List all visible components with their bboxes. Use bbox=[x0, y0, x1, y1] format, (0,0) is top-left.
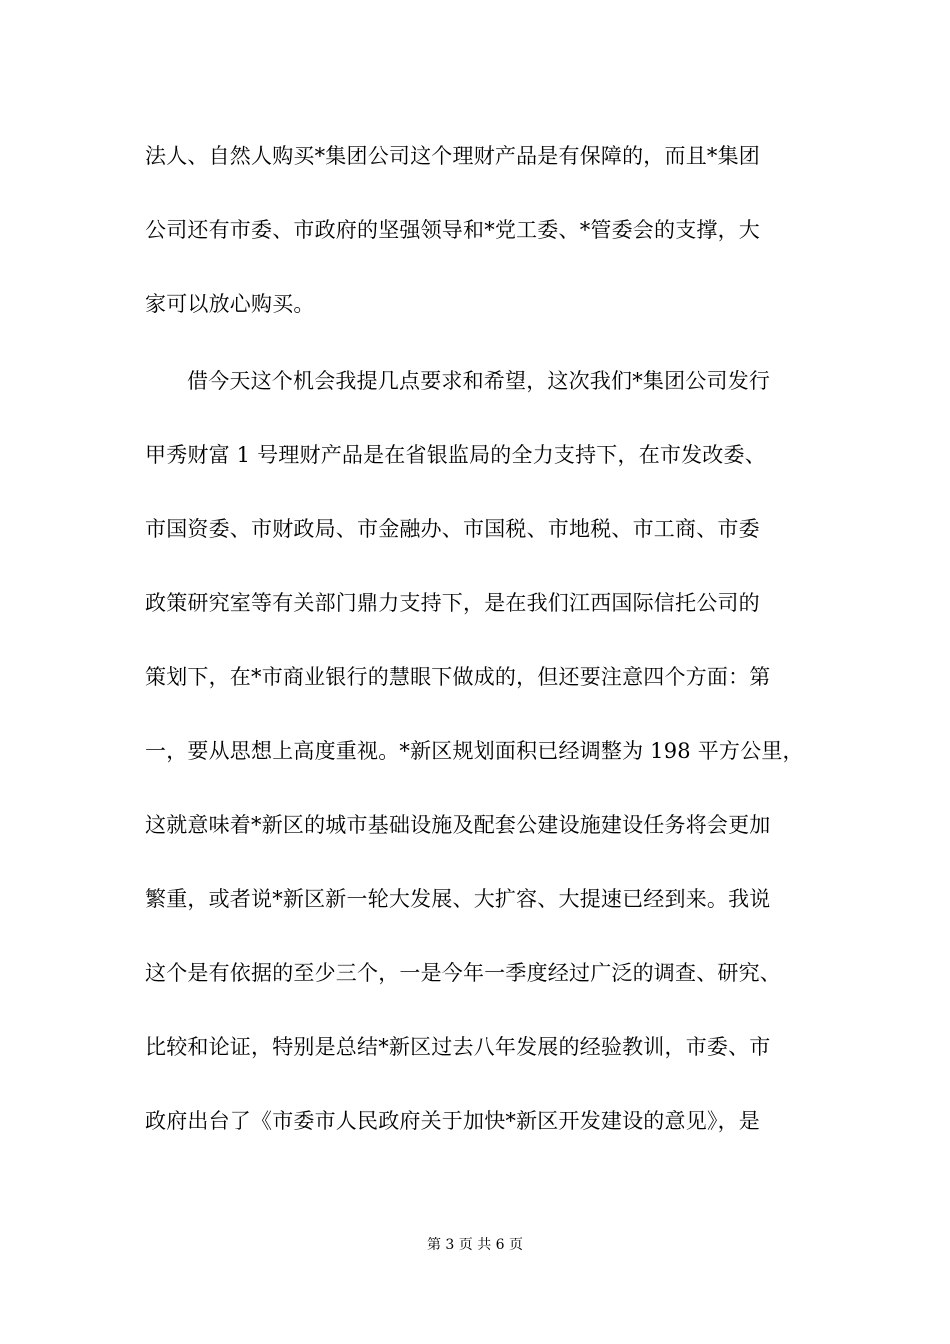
text-line: 政策研究室等有关部门鼎力支持下，是在我们江西国际信托公司的 bbox=[145, 591, 760, 615]
text-line: 策划下，在*市商业银行的慧眼下做成的，但还要注意四个方面：第 bbox=[145, 665, 771, 689]
text-line: 比较和论证，特别是总结*新区过去八年发展的经验教训，市委、市 bbox=[145, 1035, 771, 1059]
text-line: 公司还有市委、市政府的坚强领导和*党工委、*管委会的支撑，大 bbox=[145, 218, 760, 242]
text-line: 家可以放心购买。 bbox=[145, 292, 315, 316]
text-line: 繁重，或者说*新区新一轮大发展、大扩容、大提速已经到来。我说 bbox=[145, 887, 771, 911]
text-line: 市国资委、市财政局、市金融办、市国税、市地税、市工商、市委 bbox=[145, 517, 760, 541]
text-line-indented: 借今天这个机会我提几点要求和希望，这次我们*集团公司发行 bbox=[187, 369, 771, 393]
text-line: 一，要从思想上高度重视。*新区规划面积已经调整为 198 平方公里， bbox=[145, 739, 804, 763]
page-number-footer: 第 3 页 共 6 页 bbox=[426, 1237, 524, 1253]
text-line: 法人、自然人购买*集团公司这个理财产品是有保障的，而且*集团 bbox=[145, 144, 760, 168]
text-line: 这个是有依据的至少三个，一是今年一季度经过广泛的调查、研究、 bbox=[145, 961, 781, 985]
text-line: 甲秀财富 1 号理财产品是在省银监局的全力支持下，在市发改委、 bbox=[145, 443, 766, 467]
text-line: 政府出台了《市委市人民政府关于加快*新区开发建设的意见》，是 bbox=[145, 1109, 760, 1133]
text-line: 这就意味着*新区的城市基础设施及配套公建设施建设任务将会更加 bbox=[145, 813, 771, 837]
